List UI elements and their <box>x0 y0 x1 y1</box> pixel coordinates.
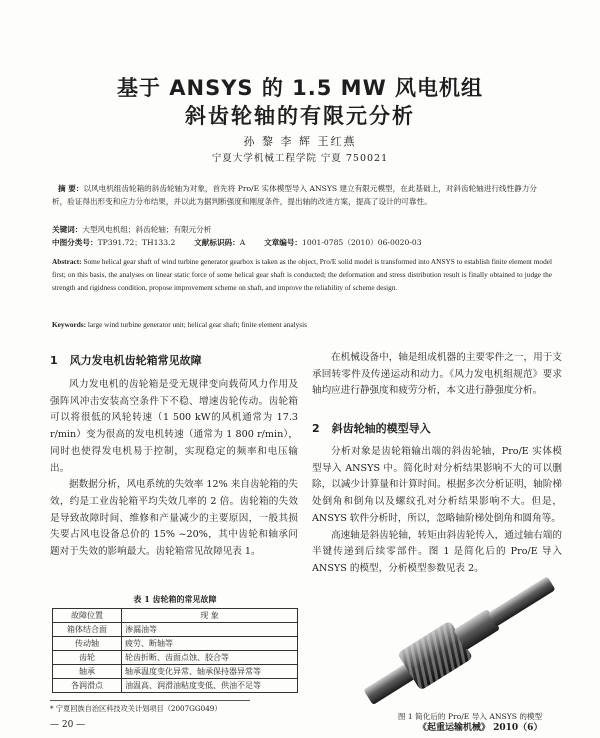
table-cell: 疲劳、断轴等 <box>122 637 298 651</box>
title-line-2: 斜齿轮轴的有限元分析 <box>185 104 415 128</box>
section1-body <box>50 377 298 561</box>
table-cell: 轮齿折断、齿面点蚀、胶合等 <box>122 651 298 665</box>
classification-line <box>52 237 552 250</box>
footnote-divider <box>50 700 250 701</box>
column2-intro <box>312 350 562 400</box>
abstract-cn <box>52 183 552 208</box>
article-label: 文章编号： <box>264 238 303 247</box>
table-row <box>53 637 298 651</box>
title-line-1: 基于 ANSYS 的 1.5 MW 风电机组 <box>116 76 484 100</box>
section2-body <box>312 444 562 578</box>
clc-label: 中图分类号： <box>52 238 98 247</box>
section1-heading <box>50 352 202 368</box>
table-row <box>53 665 298 679</box>
shaft-model-image <box>360 575 565 705</box>
keywords-en-label: Keywords: <box>52 320 87 329</box>
figure1-caption: 图 1 简化后的 Pro/E 导入 ANSYS 的模型 <box>397 712 543 721</box>
table-cell: 箱体结合面 <box>53 623 122 637</box>
table-cell: 各润滑点 <box>53 679 122 693</box>
journal-info: 《起重运输机械》 2010（6） <box>418 723 543 733</box>
abstract-en <box>52 256 552 294</box>
section2-paragraph-1: 分析对象是齿轮箱输出端的斜齿轮轴，Pro/E 实体模型导入 ANSYS 中。简化时对分析结果影响不大的可以删除，以减少计算量和计算时间。根据多次分析证明，轴阶梯处倒角和倒角以及螺纹孔对分析结果影响不大。但是，ANSYS 软件分析时，所以，忽略轴阶梯处倒角和圆角等。 <box>312 446 562 524</box>
keywords-cn-label: 关键词： <box>52 225 83 234</box>
table-header-cell: 现 象 <box>122 609 298 623</box>
section2-number: 2 <box>312 422 320 435</box>
table-cell: 渗漏油等 <box>122 623 298 637</box>
section2-paragraph-2: 高速轴是斜齿轮轴，转矩由斜齿轮传入，通过轴右端的半键传递到后续零部件。图 1 是简化后的 Pro/E 导入 ANSYS 的模型，分析模型参数见表 2。 <box>312 529 562 574</box>
section2-heading <box>312 420 431 436</box>
abstract-cn-text: 以风电机组齿轮箱的斜齿轮轴为对象，首先将 Pro/E 实体模型导入 ANSYS 建立有限元模型，在此基础上，对斜齿轮轴进行线性静力分析，验证得出形变和应力分布结果，并以此为据判断强度和刚度条件，提出轴的改进方案，提高了设计的可靠性。 <box>52 184 537 206</box>
fault-table <box>52 608 298 693</box>
shaft-right-segment <box>488 576 556 627</box>
clc-value: TP391.72；TH133.2 <box>97 238 176 247</box>
table-row <box>53 623 298 637</box>
affiliation: 宁夏大学机械工程学院 宁夏 750021 <box>211 153 389 164</box>
table-cell: 齿轮 <box>53 651 122 665</box>
keywords-en-text: large wind turbine generator unit; helical gear shaft; finite element analysis <box>87 320 307 329</box>
section1-paragraph-2: 据数据分析，风电系统的失效率 12% 来自齿轮箱的失效，约是工业齿轮箱平均失效几率的 2 倍。齿轮箱的失效是导致故障时间、维修和产量减少的主要原因，一般其损失要占风电设备总价的 15% ~20%，其中齿轮和轴承问题对于失效的影响最大。齿轮箱常见故障见表 1。 <box>50 479 298 558</box>
section1-paragraph-1: 风力发电机的齿轮箱是受无规律变向载荷风力作用及强阵风冲击安装高空条件下不稳、增速齿轮传动。齿轮箱可以将很低的风轮转速（1 500 kW的风机通常为 17.3 r/min）变为很高的发电机转速（通常为 1 800 r/min），同时也使得发电机易于控制，实现稳定的频率和电压输出。 <box>50 379 298 474</box>
table-cell: 油温高、润滑油粘度变低、供油不足等 <box>122 679 298 693</box>
article-value: 1001-0785（2010）06-0020-03 <box>302 238 422 247</box>
section1-title: 风力发电机齿轮箱常见故障 <box>69 354 202 367</box>
doc-label: 文献标识码： <box>194 238 240 247</box>
keywords-cn <box>52 224 552 237</box>
figure1-shaft-model <box>360 575 565 705</box>
page-number: — 20 — <box>50 720 86 730</box>
section1-number: 1 <box>50 354 58 367</box>
abstract-en-text: Some helical gear shaft of wind turbine generator gearbox is taken as the object, Pro/E solid model is transformed into ANSYS to establish finite element model first; on this basis, the analyses on linear static force of some helical gear shaft is conducted; the deformation and stress distribution result is finally obtained to judge the strength and rigidness condition, propose improvement scheme on shaft, and improve the reliability of scheme design. <box>52 257 552 292</box>
table1-caption: 表 1 齿轮箱的常见故障 <box>133 594 217 604</box>
abstract-cn-label: 摘 要： <box>58 184 84 193</box>
table-header-cell: 故障位置 <box>53 609 122 623</box>
table-cell: 轴承温度变化异常、轴承保持器异常等 <box>122 665 298 679</box>
table-cell: 轴承 <box>53 665 122 679</box>
table-cell: 传动轴 <box>53 637 122 651</box>
table-row <box>53 651 298 665</box>
authors: 孙 黎 李 辉 王红燕 <box>243 135 357 148</box>
table-row <box>53 679 298 693</box>
keywords-cn-text: 大型风电机组；斜齿轮轴；有限元分析 <box>82 225 212 234</box>
funding-footnote: * 宁夏回族自治区科技攻关计划项目（2007GG049） <box>50 704 222 713</box>
table1 <box>52 608 298 693</box>
table-header-row <box>53 609 298 623</box>
doc-value: A <box>239 238 246 247</box>
keywords-en <box>52 320 552 329</box>
column2-intro-paragraph: 在机械设备中，轴是组成机器的主要零件之一，用于支承回转零件及传递运动和动力。《风力发电机组规范》要求轴均应进行静强度和疲劳分析，本文进行静强度分析。 <box>312 352 562 397</box>
section2-title: 斜齿轮轴的模型导入 <box>331 422 431 435</box>
abstract-en-label: Abstract: <box>52 257 82 266</box>
